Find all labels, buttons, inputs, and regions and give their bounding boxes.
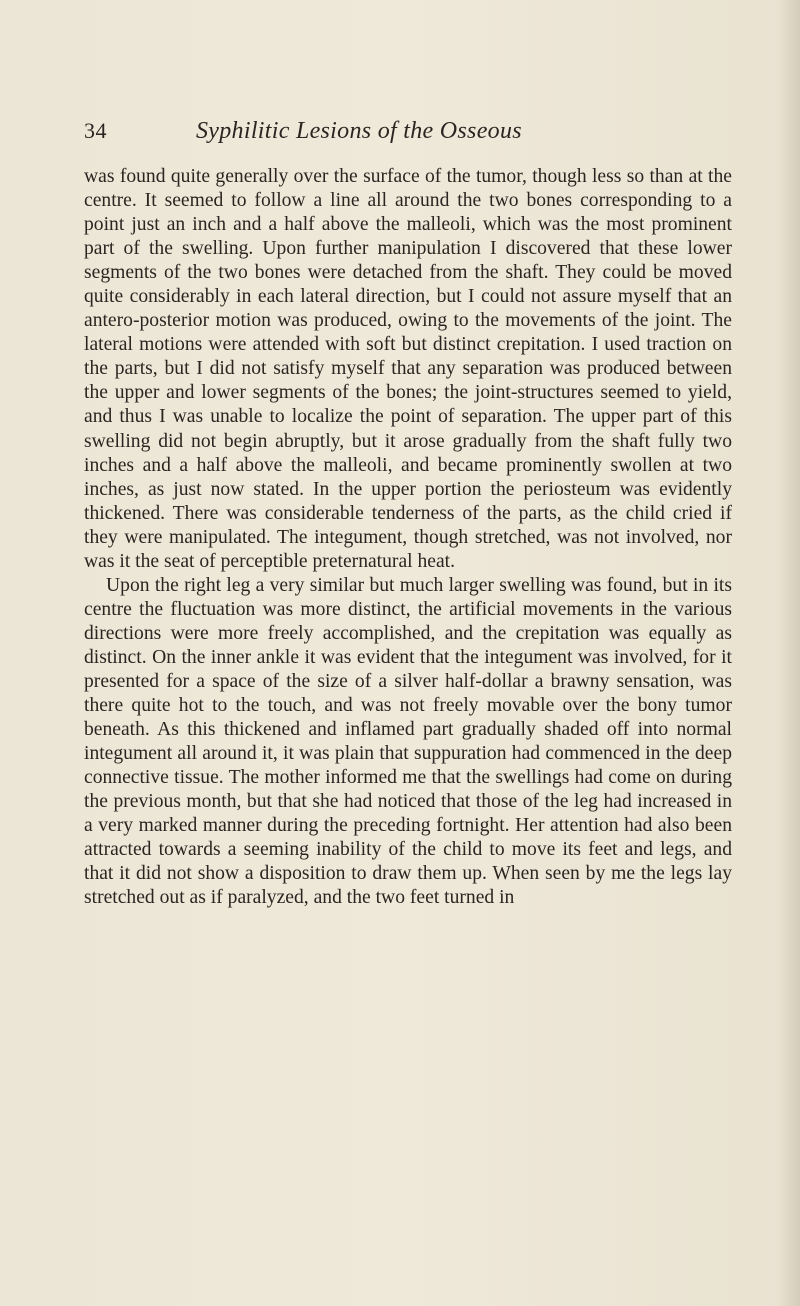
page-edge-shadow (778, 0, 800, 1306)
paragraph-continued: was found quite generally over the surface of the tumor, though less so than at the centre. It seemed to follow a line all around the two bones corresponding to a point just an inch and a half above the malleoli, which was the most prominent part of the swelling. Upon further manipulation I discovered that these lower segments of the two bones were detached from the shaft. They could be moved quite considerably in each lateral direction, but I could not assure myself that an antero-posterior motion was produced, owing to the movements of the joint. The lateral motions were attended with soft but distinct crepitation. I used traction on the parts, but I did not satisfy myself that any separation was produced between the upper and lower segments of the bones; the joint-structures seemed to yield, and thus I was unable to localize the point of separation. The upper part of this swelling did not begin abruptly, but it arose gradually from the shaft fully two inches and a half above the malleoli, and became prominently swollen at two inches, as just now stated. In the upper portion the periosteum was evidently thickened. There was considerable tenderness of the parts, as the child cried if they were manipulated. The integument, though stretched, was not involved, nor was it the seat of perceptible preternatural heat. (84, 166, 732, 572)
paragraph-right-leg: Upon the right leg a very similar but much larger swelling was found, but in its centre the fluctuation was more distinct, the artificial movements in the various directions were more freely accomplished, and the crepitation was equally as distinct. On the inner ankle it was evident that the integument was involved, for it presented for a space of the size of a silver half-dollar a brawny sensation, was there quite hot to the touch, and was not freely movable over the bony tumor beneath. As this thickened and inflamed part gradually shaded off into normal integument all around it, it was plain that suppuration had commenced in the deep connective tissue. The mother informed me that the swellings had come on during the previous month, but that she had noticed that those of the leg had increased in a very marked manner during the preceding fortnight. Her attention had also been attracted towards a seeming inability of the child to move its feet and legs, and that it did not show a disposition to draw them up. When seen by me the legs lay stretched out as if paralyzed, and the two feet turned in (84, 574, 732, 909)
running-title: Syphilitic Lesions of the Osseous (196, 118, 522, 144)
running-head (84, 118, 724, 148)
body-text (84, 165, 732, 910)
page-number: 34 (84, 118, 107, 143)
